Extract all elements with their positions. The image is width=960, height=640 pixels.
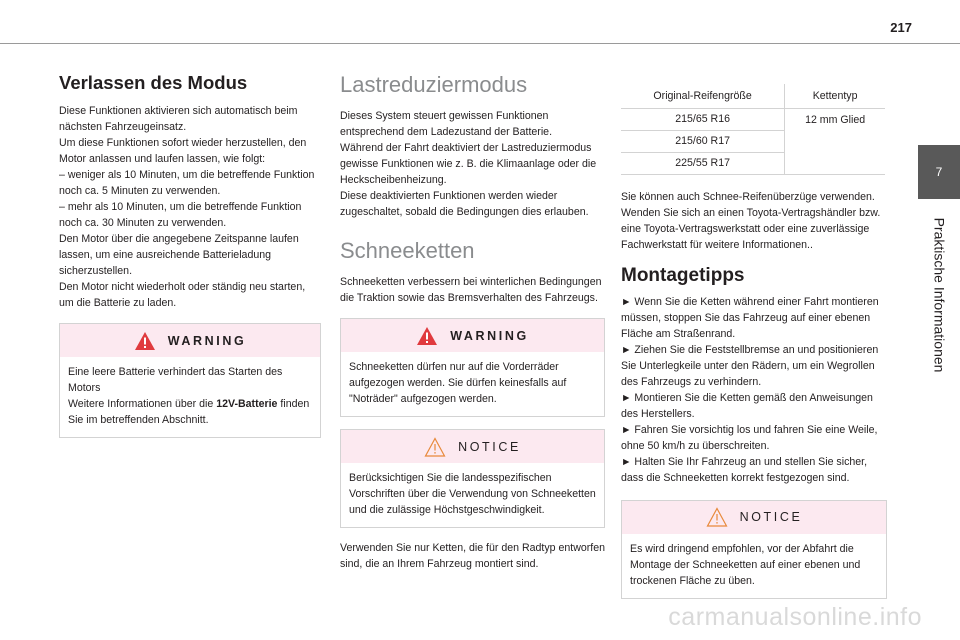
list-item: – weniger als 10 Minuten, um die betreffende Funktion noch ca. 5 Minuten zu verwenden. [59,169,315,197]
tip-item: ► Wenn Sie die Ketten während einer Fahrt montieren müssen, stoppen Sie das Fahrzeug auf einer ebenen Fläche am Straßenrand. [621,295,879,340]
tip-item: ► Fahren Sie vorsichtig los und fahren Sie eine Weile, ohne 50 km/h zu überschreiten. [621,423,878,452]
chapter-title-text: Praktische Informationen [931,217,948,373]
warning-triangle-icon [416,326,438,346]
heading-load-reduction: Lastreduziermodus [340,72,528,97]
tip-item: ► Halten Sie Ihr Fahrzeug an und stellen Sie sicher, dass die Schneeketten korrekt festgezogen sind. [621,455,868,484]
notice-label: NOTICE [458,439,521,454]
top-divider [0,43,960,44]
table-cell-tire-size: 215/65 R16 [621,108,785,130]
table-cell-tire-size: 225/55 R17 [621,152,785,174]
warning-body: Schneeketten dürfen nur auf die Vorderräder aufgezogen werden. Sie dürfen keinesfalls auf "Noträder" aufgezogen werden. [349,361,567,405]
table-header-tire-size: Original-Reifengröße [621,84,785,108]
spacer [340,220,605,238]
page-number: 217 [890,20,912,35]
spacer [340,528,605,540]
paragraph: Diese Funktionen aktivieren sich automatisch beim nächsten Fahrzeugeinsatz. [59,105,298,133]
column-mounting-tips [621,84,887,599]
notice-triangle-icon [706,507,728,527]
paragraph: Den Motor über die angegebene Zeitspanne laufen lassen, um eine ausreichende Batterieladung sicherzustellen. [59,233,299,277]
warning-line: Eine leere Batterie verhindert das Starten des Motors [68,366,283,394]
warning-body [60,357,320,437]
tip-item: ► Montieren Sie die Ketten gemäß den Anweisungen des Herstellers. [621,391,873,420]
heading-snow-chains: Schneeketten [340,238,475,263]
paragraph: Sie können auch Schnee-Reifenüberzüge verwenden. Wenden Sie sich an einen Toyota-Vertragshändler bzw. eine Toyota-Vertragswerkstatt oder eine zuverlässige Fachwerkstatt für weitere Informationen.. [621,190,881,251]
paragraph: Während der Fahrt deaktiviert der Lastreduziermodus gewisse Funktionen wie z. B. die Klimaanlage oder die Heckscheibenheizung. [340,142,597,186]
warning-header [341,319,604,352]
chapter-tab: 7 [918,145,960,199]
warning-triangle-icon [134,331,156,351]
paragraph: Diese deaktivierten Funktionen werden wieder zugeschaltet, sobald die Bedingungen dies erlauben. [340,190,589,218]
notice-header [622,501,886,534]
warning-label: WARNING [167,333,247,348]
warning-box [340,318,605,417]
notice-body: Es wird dringend empfohlen, vor der Abfahrt die Montage der Schneeketten auf einer ebenen und trockenen Fläche zu üben. [630,542,861,587]
warning-emphasis: 12V-Batterie [216,398,278,410]
heading-mounting-tips: Montagetipps [621,264,745,286]
column-exit-mode [59,72,321,438]
table-header-row [621,84,885,108]
table-row [621,108,885,130]
paragraph: Dieses System steuert gewissen Funktionen entsprechend dem Ladezustand der Batterie. [340,110,553,138]
tire-chain-table [621,84,885,175]
warning-box [59,323,321,438]
notice-body: Berücksichtigen Sie die landesspezifischen Vorschriften über die Verwendung von Schneeketten und die zulässige Höchstgeschwindigkeit. [349,472,596,516]
tip-item: ► Ziehen Sie die Feststellbremse an und positionieren Sie Unterlegkeile unter den Rädern, um ein Wegrollen des Fahrzeugs zu verhindern. [621,343,879,388]
table-cell-chain-type: 12 mm Glied [785,108,885,174]
notice-label: NOTICE [739,510,803,524]
notice-triangle-icon [424,437,446,457]
warning-text: Weitere Informationen über die [68,398,217,410]
notice-header [341,430,604,463]
table-cell-tire-size: 215/60 R17 [621,130,785,152]
chapter-title [918,210,960,380]
notice-box [340,429,605,528]
spacer [621,253,887,265]
warning-label: WARNING [450,328,529,343]
warning-text: finden Sie im betreffenden Abschnitt. [68,398,310,426]
list-item: – mehr als 10 Minuten, um die betreffende Funktion noch ca. 30 Minuten zu verwenden. [59,201,302,229]
heading-exit-mode: Verlassen des Modus [59,72,248,93]
watermark: carmanualsonline.info [668,603,922,631]
column-load-reduction [340,72,605,572]
paragraph: Den Motor nicht wiederholt oder ständig neu starten, um die Batterie zu laden. [59,281,306,309]
notice-box [621,500,887,599]
paragraph: Um diese Funktionen sofort wieder herzustellen, den Motor anlassen und laufen lassen, wie folgt: [59,137,307,165]
paragraph: Verwenden Sie nur Ketten, die für den Radtyp entworfen sind, die an Ihrem Fahrzeug montiert sind. [340,542,606,570]
warning-header [60,324,320,357]
warning-line [68,396,312,428]
table-header-chain-type: Kettentyp [785,84,885,108]
paragraph: Schneeketten verbessern bei winterlichen Bedingungen die Traktion sowie das Bremsverhalten des Fahrzeugs. [340,276,602,304]
